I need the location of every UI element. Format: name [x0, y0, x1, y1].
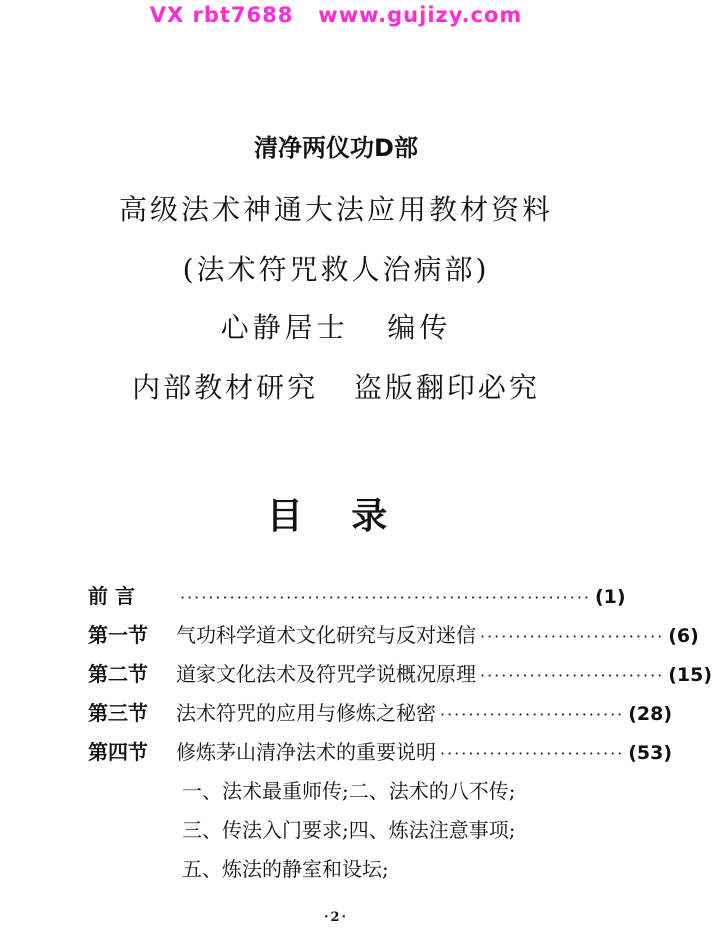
- toc-leader-dots: ··························: [480, 627, 665, 646]
- toc-leader-dots: ··························································: [180, 588, 591, 607]
- toc-sub-item: 五、炼法的静室和设坛;: [182, 857, 389, 881]
- book-title: 高级法术神通大法应用教材资料: [118, 193, 553, 226]
- toc-entry-page: (15): [668, 664, 712, 686]
- toc-entry-title: 修炼茅山清净法术的重要说明: [176, 740, 436, 764]
- toc-entry-label: 第一节: [88, 623, 148, 647]
- author-line: 心静居士 编传: [220, 311, 452, 344]
- toc-entry-label: 第四节: [88, 740, 148, 764]
- toc-entry-label: 前 言: [88, 584, 135, 608]
- toc-entry-section-3[interactable]: [88, 697, 673, 736]
- toc-entry-section-4[interactable]: [88, 736, 673, 775]
- toc-sub-item: 三、传法入门要求;四、炼法注意事项;: [182, 818, 516, 842]
- book-series-title: 清净两仪功D部: [254, 134, 418, 162]
- toc-sub-item: 一、法术最重师传;二、法术的八不传;: [182, 779, 516, 803]
- toc-entry-page: (6): [668, 625, 699, 647]
- toc-entry-preface[interactable]: [88, 580, 626, 619]
- toc-entry-section-1[interactable]: [88, 619, 699, 658]
- toc-entry-page: (1): [594, 586, 626, 608]
- toc-entry-title: 法术符咒的应用与修炼之秘密: [176, 701, 436, 725]
- toc-leader-dots: ··························: [480, 666, 665, 685]
- toc-heading: 目 录: [266, 496, 406, 537]
- toc-entry-section-2[interactable]: [88, 658, 712, 697]
- book-subtitle: (法术符咒救人治病部): [182, 253, 490, 286]
- toc-entry-label: 第三节: [88, 701, 148, 725]
- toc-leader-dots: ··························: [440, 744, 625, 763]
- toc-entry-title: 气功科学道术文化研究与反对迷信: [176, 623, 476, 647]
- watermark: VX rbt7688 www.gujizy.com: [149, 3, 523, 27]
- page-number: ·2·: [323, 910, 349, 925]
- toc-entry-label: 第二节: [88, 662, 148, 686]
- toc-entry-page: (53): [628, 742, 673, 764]
- toc-entry-page: (28): [628, 703, 673, 725]
- toc-entry-title: 道家文化法术及符咒学说概况原理: [176, 662, 476, 686]
- toc-leader-dots: ··························: [440, 705, 625, 724]
- table-of-contents: [88, 580, 712, 892]
- copyright-notice: 内部教材研究 盗版翻印必究: [132, 371, 540, 404]
